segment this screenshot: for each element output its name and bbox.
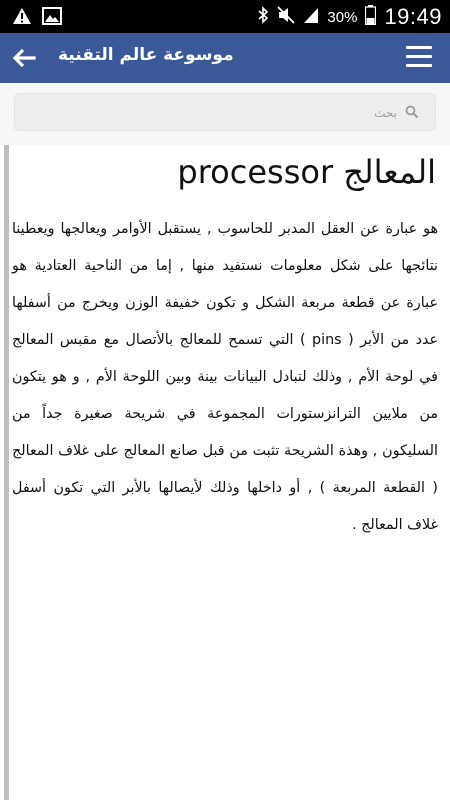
mute-icon (277, 6, 295, 28)
warning-icon (12, 7, 32, 29)
status-bar (0, 0, 450, 33)
back-button[interactable] (6, 41, 42, 75)
left-divider (4, 145, 9, 800)
article-title: المعالج processor (177, 153, 436, 191)
app-bar (0, 33, 450, 83)
search-box[interactable] (14, 93, 436, 131)
app-title: موسوعة عالم التقنية (58, 45, 234, 65)
menu-button[interactable] (406, 46, 434, 70)
search-input[interactable] (57, 103, 397, 123)
battery-icon (365, 5, 376, 29)
signal-icon (303, 6, 319, 28)
bluetooth-icon (257, 6, 269, 28)
search-area (0, 83, 450, 145)
image-icon (42, 7, 62, 29)
search-icon (405, 104, 419, 123)
battery-percent: 30% (327, 8, 358, 26)
clock: 19:49 (384, 4, 442, 29)
article (0, 145, 450, 800)
arrow-left-icon (12, 48, 36, 68)
article-body: هو عبارة عن العقل المدبر للحاسوب , يستقبل الأوامر ويعالجها ويعطينا نتائجها على شكل معلومات نستفيد منها , إما من الناحية العتادية هو عبارة عن قطعة مربعة الشكل و تكون خفيفة الوزن ويخرج من أسفلها عدد من الأبر ( pins ) التي تسمح للمعالج بالأتصال مع مقبس المعالج في لوحة الأم , وذلك لتبادل البيانات بينة وبين اللوحة الأم , و هو يتكون من ملايين الترانزستورات المجموعة في شريحة صغيرة جداً من السليكون , وهذة الشريحة تثبت من قبل صانع المعالج على غلاف المعالج ( القطعة المربعة ) , أو داخلها وذلك لأيصالها بالأبر التي تكون أسفل غلاف المعالج . (12, 221, 438, 533)
